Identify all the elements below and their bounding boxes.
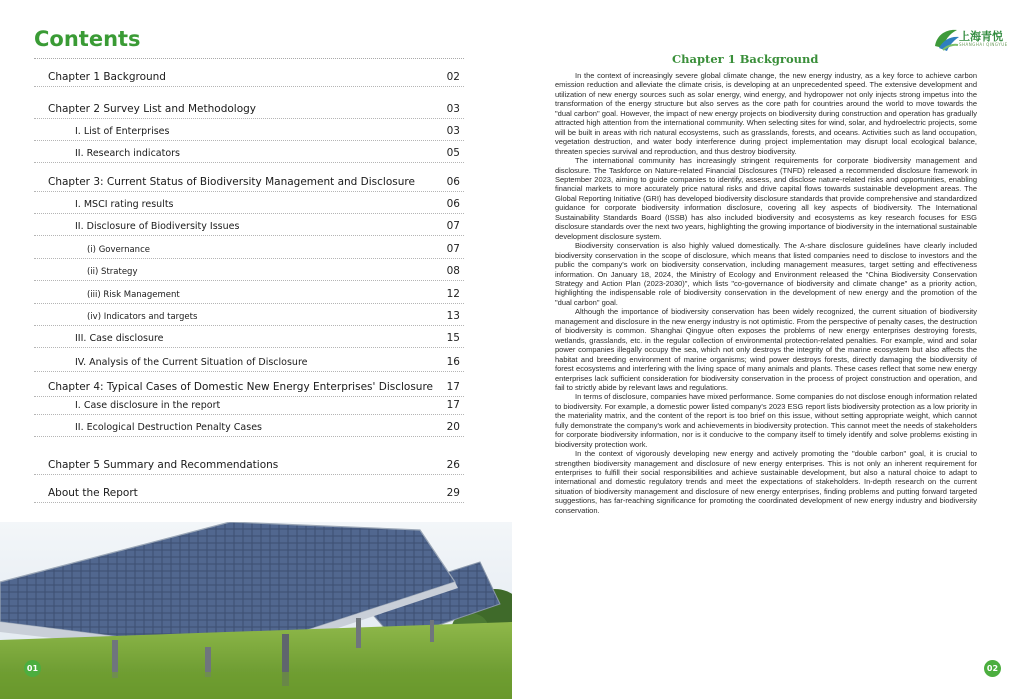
chapter-body (555, 71, 977, 515)
body-paragraph: In the context of vigorously developing new energy and actively promoting the "double carbon" goal, it is crucial to strengthen biodiversity management and disclosure of new energy enterprises. This is not only an inherent requirement for enterprises to fulfill their social responsibilities and achieve sustainable development, but also a natural choice to adapt to international and domestic regulatory trends and meet the expectations of stakeholders. In-depth research on the current situation of biodiversity management and disclosure of new energy enterprises, finding problems and putting forward targeted suggestions, has far-reaching significance for promoting the coordinated development of new energy industry and biodiversity conservation. (555, 449, 977, 515)
toc-entry-chapter-2[interactable]: Chapter 2 Survey List and Methodology 03 (34, 93, 464, 119)
toc-entry-indicators-targets[interactable]: (iv) Indicators and targets 13 (34, 303, 464, 326)
toc-entry-chapter-4[interactable]: Chapter 4: Typical Cases of Domestic New Energy Enterprises' Disclosure 17 (34, 372, 464, 397)
toc-entry-research-indicators[interactable]: II. Research indicators 05 (34, 140, 464, 163)
toc-entry-chapter-5[interactable]: Chapter 5 Summary and Recommendations 26 (34, 451, 464, 475)
toc-entry-msci-rating[interactable]: I. MSCI rating results 06 (34, 191, 464, 214)
toc-entry-disclosure-biodiversity[interactable]: II. Disclosure of Biodiversity Issues 07 (34, 213, 464, 236)
body-paragraph: Biodiversity conservation is also highly valued domestically. The A-share disclosure guidelines have clearly included biodiversity conservation in the scope of disclosure, which means that listed companies need to disclose to investors and the public the company's work on biodiversity conservation, including management measures, target setting and effectiveness information. On January 18, 2024, the Ministry of Ecology and Environment released the "China Biodiversity Conservation Strategy and Action Plan (2023-2030)", which lists "co-governance of biodiversity and climate change" as a priority action, highlighting the indispensable role of biodiversity conservation in the development of new energy and the promotion of the "dual carbon" goal. (555, 241, 977, 307)
toc-entry-penalty-cases[interactable]: II. Ecological Destruction Penalty Cases 20 (34, 414, 464, 437)
toc-entry-case-disclosure[interactable]: III. Case disclosure 15 (34, 325, 464, 348)
toc-entry-about-report[interactable]: About the Report 29 (34, 479, 464, 503)
page-number-badge: 02 (984, 660, 1001, 677)
background-page (512, 0, 1024, 699)
logo-subtext: SHANGHAI QINGYUE (959, 42, 1008, 47)
toc-entry-list-of-enterprises[interactable]: I. List of Enterprises 03 (34, 118, 464, 141)
body-paragraph: Although the importance of biodiversity conservation has been widely recognized, the current situation of biodiversity management and disclosure in the new energy industry is not optimistic. From the perspective of penalty cases, the destruction of biodiversity is common. Shanghai Qingyue often exposes the problems of new energy enterprises destroying forests, wetlands, grasslands, etc. in the regular collection of environmental protection-related penalties. For example, wind and solar power companies illegally occupy the sea, which not only destroys the integrity of the marine ecosystem but also affects the habitat and breeding environment of marine organisms; wind power destroys forests, directly damaging the biodiversity of forest ecosystems and interfering with the living space of many animals and plants. These cases reflect that some new energy enterprises lack sufficient consideration for biodiversity conservation in the process of project construction and operation, and fail to strictly abide by relevant laws and regulations. (555, 307, 977, 392)
page-number-badge: 01 (24, 660, 41, 677)
toc-entry-risk-management[interactable]: (iii) Risk Management 12 (34, 281, 464, 304)
body-paragraph: In the context of increasingly severe global climate change, the new energy industry, as a key force to achieve carbon emission reduction and alleviate the climate crisis, is developing at an unprecedented speed. The extensive development and utilization of new energy sources such as solar energy, wind energy, and hydropower not only injects strong impetus into the transformation of the energy structure but also serves as the core path for countries around the world to move towards the "dual carbon" goal. However, the impact of new energy projects on biodiversity during construction and operation has gradually attracted high attention from the international community. When selecting sites for wind, solar, and hydroelectric projects, some will be built in areas with rich natural ecosystems, such as grasslands, forests, and oceans. Activities such as land occupation, vegetation destruction, and water body interference during project implementation may disrupt local ecological balance, threaten species survival and reproduction, and thus destroy biodiversity. (555, 71, 977, 156)
toc-entry-analysis-disclosure[interactable]: IV. Analysis of the Current Situation of Disclosure 16 (34, 347, 464, 372)
toc-entry-governance[interactable]: (i) Governance 07 (34, 236, 464, 259)
toc-entry-case-in-report[interactable]: I. Case disclosure in the report 17 (34, 396, 464, 415)
toc-entry-strategy[interactable]: (ii) Strategy 08 (34, 258, 464, 281)
toc-entry-chapter-3[interactable]: Chapter 3: Current Status of Biodiversity Management and Disclosure 06 (34, 166, 464, 192)
contents-title: Contents (34, 27, 141, 51)
title-divider (34, 58, 464, 59)
solar-panel-illustration (0, 522, 512, 699)
body-paragraph: In terms of disclosure, companies have mixed performance. Some companies do not disclose enough information related to biodiversity. For example, a domestic power listed company's 2023 ESG report lists biodiversity protection as a low priority in the materiality matrix, and the content of the report is too brief on this issue, without setting appropriate weight, which cannot fully demonstrate the company's work and achievements in biodiversity protection. This cannot meet the needs of stakeholders for corporate biodiversity information, nor is it conducive to the company itself to timely identify and solve problems existing in biodiversity protection work. (555, 392, 977, 449)
chapter-heading: Chapter 1 Background (672, 52, 819, 66)
body-paragraph: The international community has increasingly stringent requirements for corporate biodiversity management and disclosure. The Taskforce on Nature-related Financial Disclosures (TNFD) released a recommended disclosure framework in September 2023, aiming to guide companies to identify, assess, and disclose nature-related risks and opportunities, enabling financial markets to more accurately price natural risks and drive capital flows towards sustainable development areas. The Global Reporting Initiative (GRI) has developed biodiversity disclosure standards that provide comprehensive and standardized guidance for corporate biodiversity information disclosure, covering all key aspects of biodiversity. The International Sustainability Standards Board (ISSB) has also included biodiversity and ecosystems as key research focuses for ESG disclosure standards over the next two years, highlighting the growing importance of biodiversity in the international sustainable development disclosure system. (555, 156, 977, 241)
toc-entry-chapter-1[interactable]: Chapter 1 Background 02 (34, 63, 464, 87)
logo-text: 上海青悦 (959, 30, 1003, 43)
solar-farm-photo (0, 522, 512, 699)
